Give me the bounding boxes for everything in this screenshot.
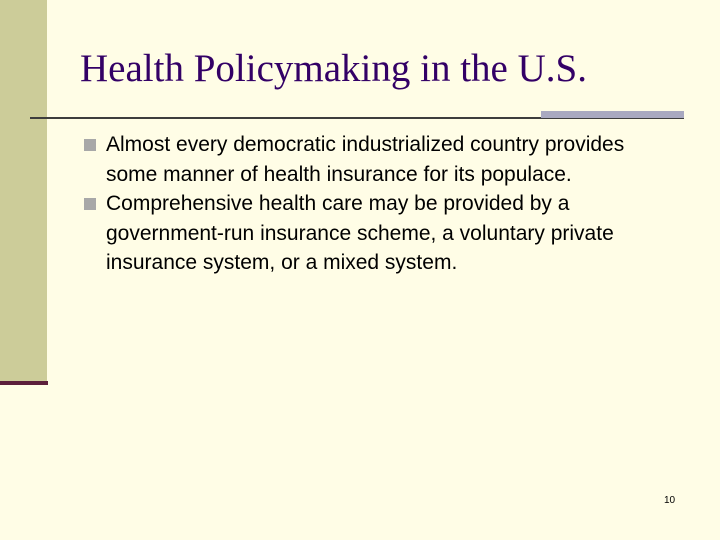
square-bullet-icon	[84, 198, 96, 210]
bullet-text: Comprehensive health care may be provided by a government-run insurance scheme, a voluntary private insurance system, or a mixed system.	[106, 192, 614, 274]
side-decoration-bar-edge	[0, 381, 48, 385]
bullet-item	[80, 130, 680, 189]
page-number: 10	[664, 495, 676, 506]
side-decoration-bar	[0, 0, 47, 382]
square-bullet-icon	[84, 139, 96, 151]
title-divider-accent	[541, 111, 684, 118]
slide-title: Health Policymaking in the U.S.	[80, 47, 587, 90]
bullet-list	[80, 130, 680, 278]
bullet-item	[80, 189, 680, 278]
bullet-text: Almost every democratic industrialized country provides some manner of health insurance for its populace.	[106, 133, 625, 186]
